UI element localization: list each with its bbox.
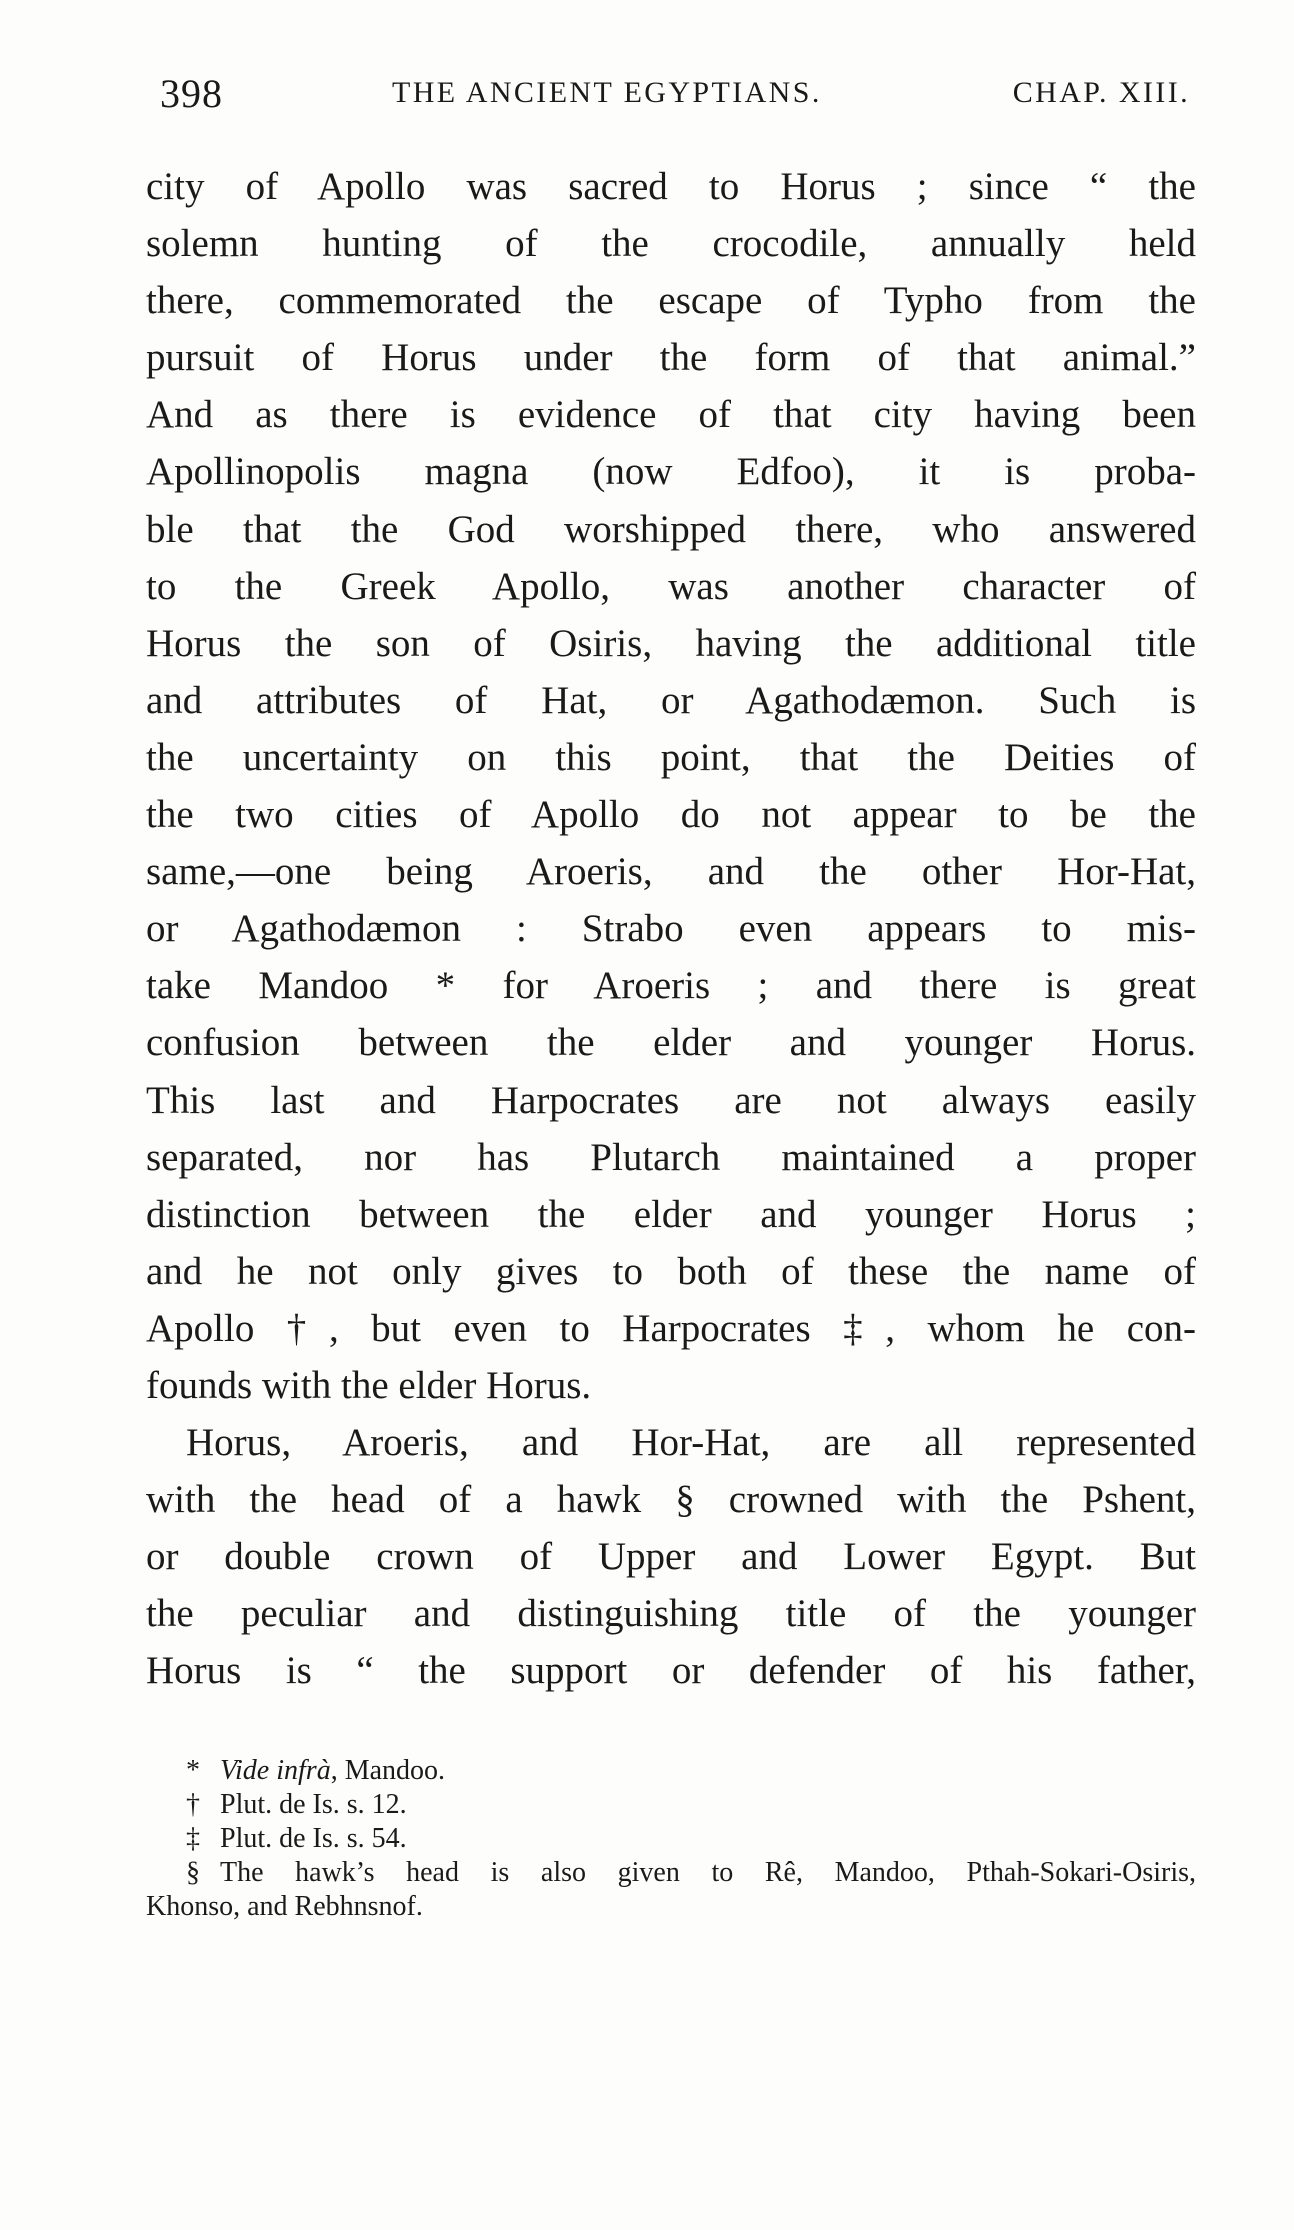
text-line: and attributes of Hat, or Agathodæmon. Such is — [146, 678, 1196, 722]
footnote-mark: * — [186, 1755, 200, 1786]
text-line: ble that the God worshipped there, who answered — [146, 507, 1196, 551]
footnote-3 — [146, 1822, 1196, 1856]
text-line: pursuit of Horus under the form of that animal.” — [146, 336, 1196, 380]
text-line: or double crown of Upper and Lower Egypt. But — [146, 1535, 1196, 1579]
footnotes — [146, 1754, 1196, 1924]
text-line: confusion between the elder and younger Horus. — [146, 1021, 1196, 1065]
footnote-italic: Vide infrà — [220, 1755, 331, 1786]
text-line: And as there is evidence of that city having been — [146, 393, 1196, 437]
text-line: and he not only gives to both of these the name of — [146, 1249, 1196, 1293]
text-line: founds with the elder Horus. — [146, 1363, 592, 1407]
text-line: same,—one being Aroeris, and the other Hor-Hat, — [146, 850, 1196, 894]
text-line: to the Greek Apollo, was another character of — [146, 564, 1196, 608]
footnote-mark: § — [186, 1857, 200, 1888]
text-line: the uncertainty on this point, that the Deities of — [146, 735, 1196, 779]
text-line: solemn hunting of the crocodile, annually held — [146, 222, 1196, 266]
text-line: city of Apollo was sacred to Horus ; since “ the — [146, 165, 1196, 208]
text-line: Horus is “ the support or defender of his father, — [146, 1649, 1196, 1693]
text-line: there, commemorated the escape of Typho from the — [146, 279, 1196, 323]
footnote-4 — [146, 1856, 1196, 1890]
text-line: distinction between the elder and younger Horus ; — [146, 1192, 1196, 1236]
footnote-mark: † — [186, 1789, 200, 1820]
footnote-1 — [146, 1754, 1196, 1788]
chapter-label: CHAP. XIII. — [1012, 76, 1190, 109]
text-line: Horus the son of Osiris, having the additional title — [146, 621, 1196, 665]
page-number: 398 — [160, 71, 223, 116]
running-head — [160, 70, 1190, 122]
text-line: separated, nor has Plutarch maintained a proper — [146, 1135, 1196, 1179]
footnote-2 — [146, 1788, 1196, 1822]
text-line: or Agathodæmon : Strabo even appears to mis- — [146, 907, 1196, 951]
text-line: the peculiar and distinguishing title of the younger — [146, 1592, 1196, 1636]
text-line: Horus, Aroeris, and Hor-Hat, are all represented — [186, 1421, 1196, 1465]
text-line: the two cities of Apollo do not appear to be the — [146, 793, 1196, 837]
footnote-text: Plut. de Is. s. 12. — [220, 1789, 407, 1820]
text-line: Apollinopolis magna (now Edfoo), it is proba- — [146, 450, 1196, 494]
text-line: This last and Harpocrates are not always easily — [146, 1078, 1196, 1122]
footnote-4-continued: Khonso, and Rebhnsnof. — [146, 1891, 423, 1922]
footnote-text: , Mandoo. — [330, 1755, 446, 1786]
running-title: THE ANCIENT EGYPTIANS. — [392, 76, 822, 109]
body-text — [146, 158, 1196, 1700]
footnote-mark: ‡ — [186, 1823, 200, 1854]
text-line: with the head of a hawk § crowned with the Pshent, — [146, 1478, 1196, 1522]
text-line: take Mandoo * for Aroeris ; and there is great — [146, 964, 1196, 1008]
footnote-text: Plut. de Is. s. 54. — [220, 1823, 407, 1854]
text-line: Apollo †, but even to Harpocrates ‡, whom he con- — [146, 1306, 1196, 1350]
footnote-text: The hawk’s head is also given to Rê, Mandoo, Pthah-Sokari-Osiris, — [220, 1857, 1196, 1888]
